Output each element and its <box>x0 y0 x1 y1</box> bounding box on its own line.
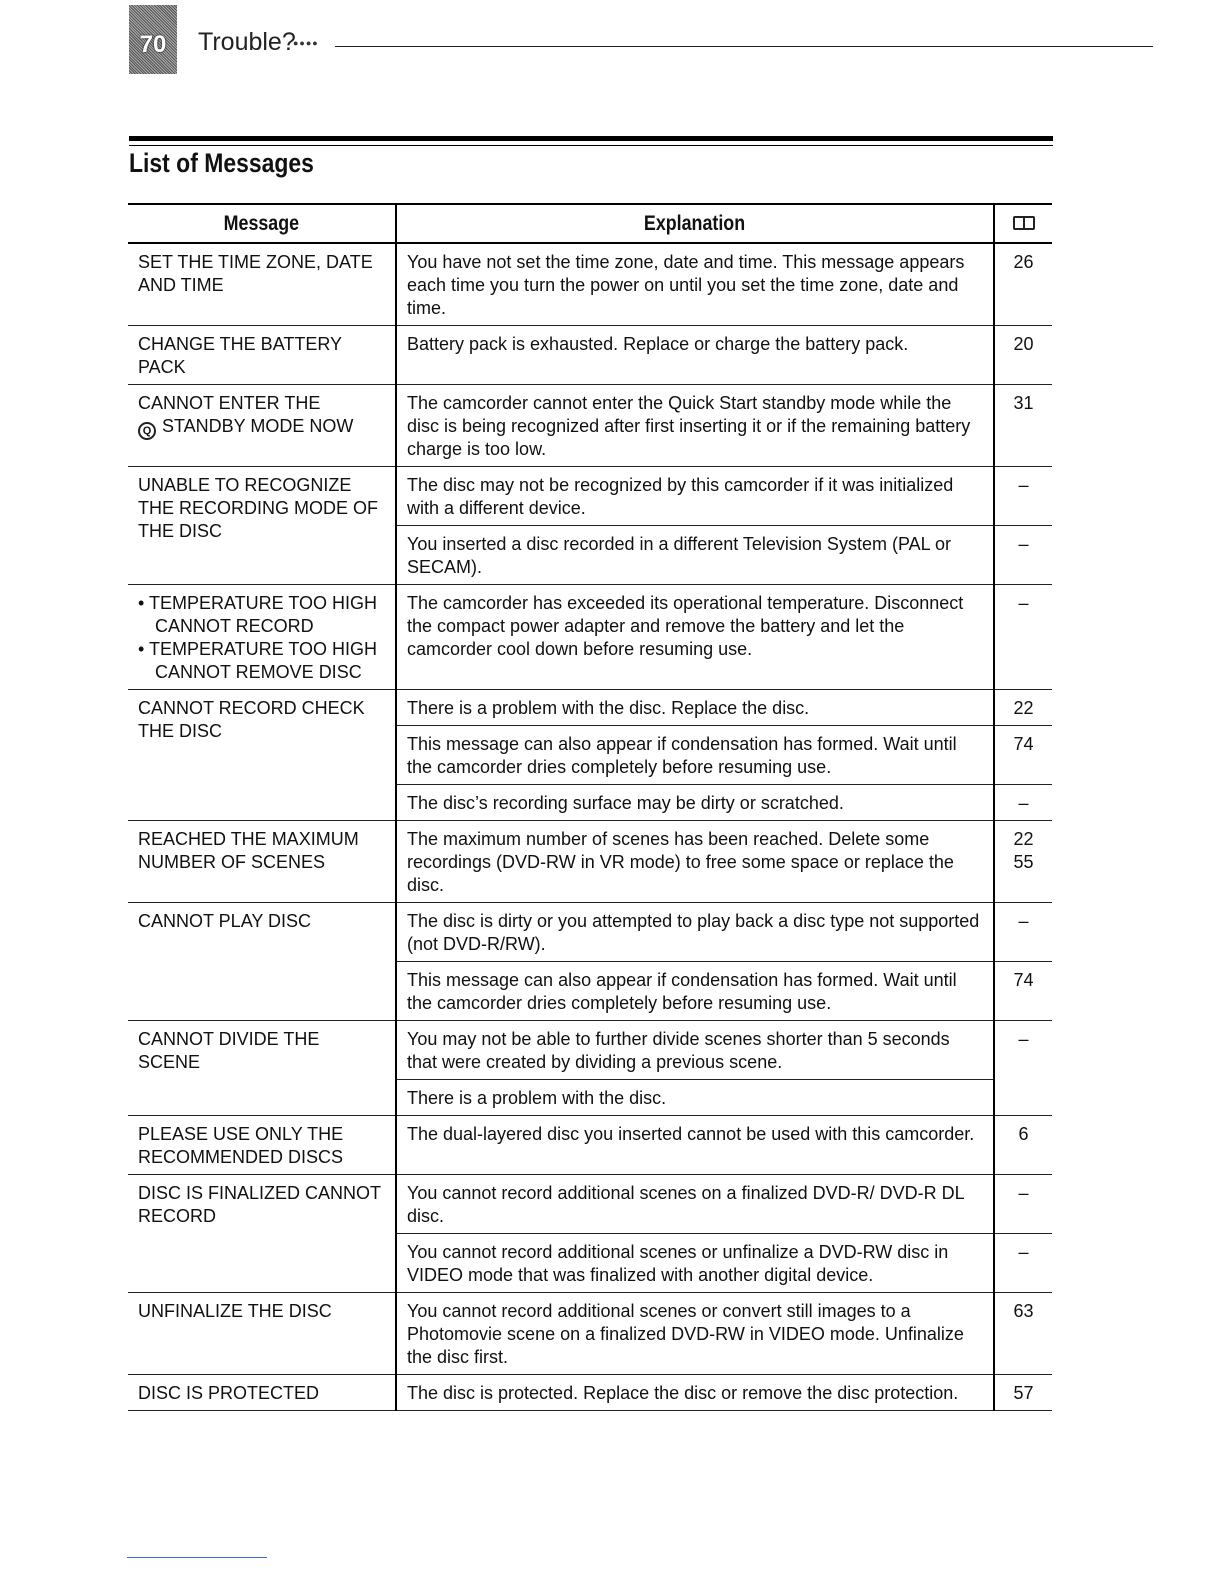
message-cell <box>128 385 396 467</box>
page-reference: 31 <box>994 385 1052 467</box>
explanation-cell: The camcorder has exceeded its operational temperature. Disconnect the compact power adapter and remove the battery and let the camcorder cool down before resuming use. <box>396 585 994 690</box>
table-row <box>128 1175 1052 1234</box>
page-reference: 22 <box>994 690 1052 726</box>
page-reference: 6 <box>994 1116 1052 1175</box>
explanation-cell: The dual-layered disc you inserted cannot be used with this camcorder. <box>396 1116 994 1175</box>
page-reference: – <box>994 526 1052 585</box>
explanation-cell: The disc is protected. Replace the disc or remove the disc protection. <box>396 1375 994 1411</box>
table-row <box>128 1021 1052 1080</box>
page-reference: – <box>994 1021 1052 1116</box>
table-row <box>128 1293 1052 1375</box>
message-text: UNFINALIZE THE DISC <box>138 1301 332 1321</box>
explanation-cell: You have not set the time zone, date and time. This message appears each time you turn the power on until you set the time zone, date and time. <box>396 243 994 326</box>
explanation-cell: This message can also appear if condensation has formed. Wait until the camcorder dries completely before resuming use. <box>396 962 994 1021</box>
column-header-page <box>994 204 1052 243</box>
message-cell <box>128 1116 396 1175</box>
page-title: List of Messages <box>129 148 314 178</box>
message-text: UNABLE TO RECOGNIZE THE RECORDING MODE OF THE DISC <box>138 475 379 541</box>
explanation-cell: The disc is dirty or you attempted to play back a disc type not supported (not DVD-R/RW). <box>396 903 994 962</box>
message-text: Q STANDBY MODE NOW <box>138 415 385 440</box>
page-reference: – <box>994 1234 1052 1293</box>
header-rule <box>335 46 1153 47</box>
explanation-cell: There is a problem with the disc. Replace the disc. <box>396 690 994 726</box>
message-text: CANNOT DIVIDE THE SCENE <box>138 1029 320 1072</box>
explanation-cell: You cannot record additional scenes or unfinalize a DVD-RW disc in VIDEO mode that was finalized with another digital device. <box>396 1234 994 1293</box>
column-header-explanation <box>396 204 994 243</box>
table-row <box>128 690 1052 726</box>
table-row <box>128 821 1052 903</box>
message-text: • TEMPERATURE TOO HIGH CANNOT REMOVE DISC <box>138 639 378 682</box>
book-page-reference-icon <box>1013 216 1035 230</box>
section-title: Trouble? <box>198 28 296 56</box>
page-reference: – <box>994 785 1052 821</box>
page-reference: 20 <box>994 326 1052 385</box>
message-cell <box>128 821 396 903</box>
table-row <box>128 467 1052 526</box>
message-cell <box>128 690 396 821</box>
message-text: SET THE TIME ZONE, DATE AND TIME <box>138 252 373 295</box>
column-header-message <box>128 204 396 243</box>
table-row <box>128 1375 1052 1411</box>
message-cell <box>128 903 396 1021</box>
table-header <box>128 204 1052 243</box>
explanation-cell: You cannot record additional scenes or convert still images to a Photomovie scene on a finalized DVD-RW in VIDEO mode. Unfinalize the disc first. <box>396 1293 994 1375</box>
message-cell <box>128 467 396 585</box>
message-cell <box>128 1175 396 1293</box>
message-text: CANNOT RECORD CHECK THE DISC <box>138 698 365 741</box>
page-reference: 26 <box>994 243 1052 326</box>
header-label: Message <box>223 212 300 235</box>
table-row <box>128 1116 1052 1175</box>
page-reference: 74 <box>994 962 1052 1021</box>
table-row <box>128 243 1052 326</box>
message-text: DISC IS PROTECTED <box>138 1383 320 1403</box>
title-rule-thin <box>129 145 1053 146</box>
table-row <box>128 903 1052 962</box>
explanation-cell: You may not be able to further divide scenes shorter than 5 seconds that were created by dividing a previous scene. <box>396 1021 994 1080</box>
table-row <box>128 585 1052 690</box>
page-reference: 63 <box>994 1293 1052 1375</box>
section-dots: ●●●● <box>293 38 319 48</box>
explanation-cell: The camcorder cannot enter the Quick Start standby mode while the disc is being recognized after first inserting it or if the remaining battery charge is too low. <box>396 385 994 467</box>
message-cell <box>128 326 396 385</box>
title-rule-thick <box>129 136 1053 141</box>
message-text: CHANGE THE BATTERY PACK <box>138 334 342 377</box>
explanation-cell: There is a problem with the disc. <box>396 1080 994 1116</box>
page-reference: 22 55 <box>994 821 1052 903</box>
message-text: DISC IS FINALIZED CANNOT RECORD <box>138 1183 381 1226</box>
explanation-cell: The maximum number of scenes has been reached. Delete some recordings (DVD-RW in VR mode) to free some space or replace the disc. <box>396 821 994 903</box>
page-reference: – <box>994 585 1052 690</box>
quick-start-icon: Q <box>138 422 156 440</box>
header-label: Explanation <box>644 212 746 235</box>
table-row <box>128 385 1052 467</box>
explanation-cell: The disc’s recording surface may be dirty or scratched. <box>396 785 994 821</box>
page-reference: – <box>994 467 1052 526</box>
explanation-cell: This message can also appear if condensation has formed. Wait until the camcorder dries completely before resuming use. <box>396 726 994 785</box>
message-cell <box>128 1021 396 1116</box>
explanation-cell: Battery pack is exhausted. Replace or charge the battery pack. <box>396 326 994 385</box>
message-cell <box>128 1375 396 1411</box>
page-reference: 57 <box>994 1375 1052 1411</box>
page-reference: – <box>994 903 1052 962</box>
message-text: • TEMPERATURE TOO HIGH CANNOT RECORD <box>138 593 378 636</box>
message-text: REACHED THE MAXIMUM NUMBER OF SCENES <box>138 829 359 872</box>
page-number: 70 <box>139 31 167 58</box>
page-reference: 74 <box>994 726 1052 785</box>
message-cell <box>128 1293 396 1375</box>
explanation-cell: You cannot record additional scenes on a finalized DVD-R/ DVD-R DL disc. <box>396 1175 994 1234</box>
message-text: CANNOT PLAY DISC <box>138 911 312 931</box>
table-row <box>128 326 1052 385</box>
message-text: CANNOT ENTER THE <box>138 393 321 413</box>
message-cell <box>128 243 396 326</box>
explanation-cell: The disc may not be recognized by this camcorder if it was initialized with a different device. <box>396 467 994 526</box>
page-number-badge <box>129 5 177 74</box>
explanation-cell: You inserted a disc recorded in a different Television System (PAL or SECAM). <box>396 526 994 585</box>
messages-table <box>128 203 1052 1411</box>
page-reference: – <box>994 1175 1052 1234</box>
message-text: PLEASE USE ONLY THE RECOMMENDED DISCS <box>138 1124 344 1167</box>
message-cell <box>128 585 396 690</box>
footer-rule <box>127 1557 267 1558</box>
